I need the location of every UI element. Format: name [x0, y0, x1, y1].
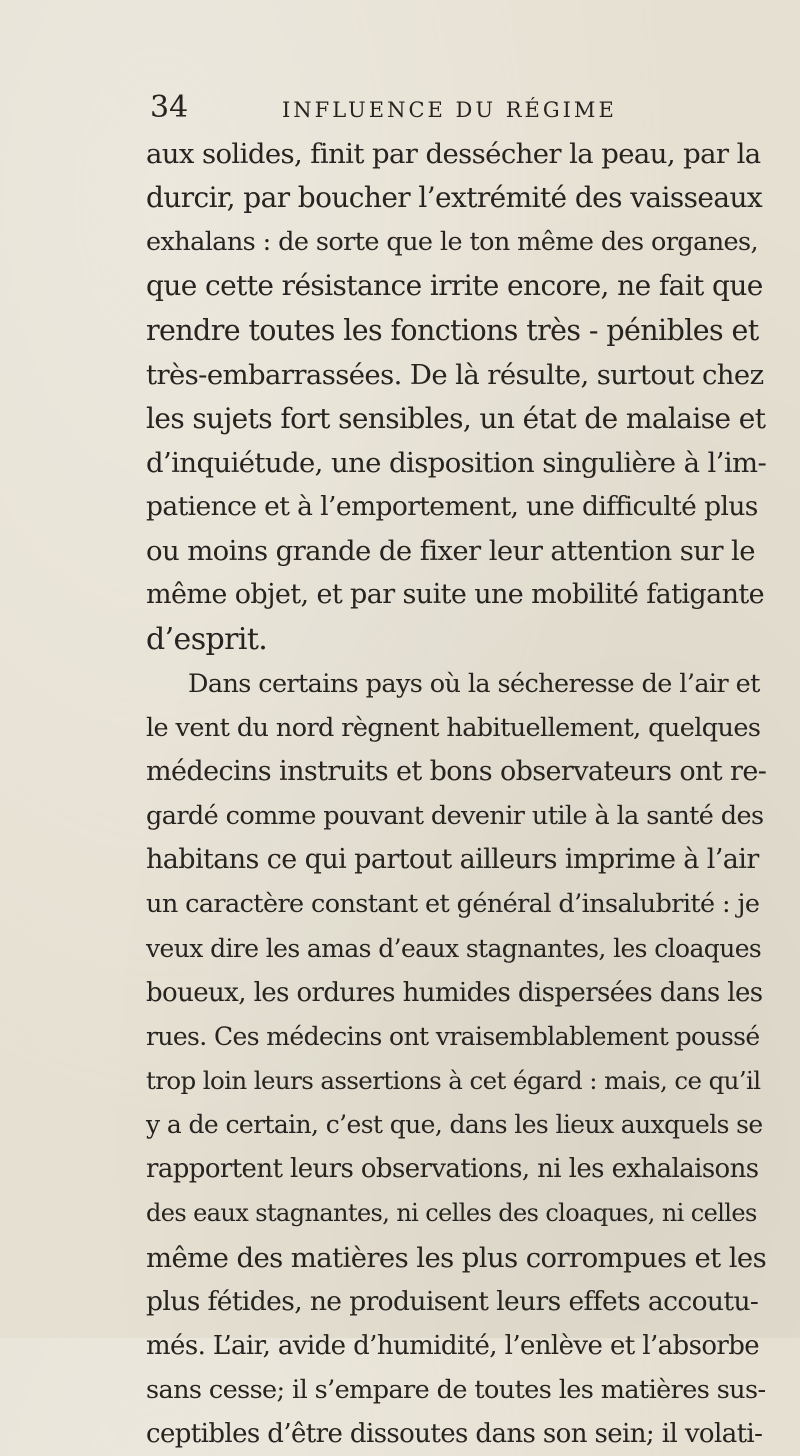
text-line: que cette résistance irrite encore, ne fait que [146, 269, 763, 303]
text-line: trop loin leurs assertions à cet égard : mais, ce qu’il [146, 1065, 761, 1095]
text-line: d’inquiétude, une disposition singulière à l’im- [146, 446, 767, 479]
text-line: les sujets fort sensibles, un état de malaise et [146, 401, 766, 435]
text-line: des eaux stagnantes, ni celles des cloaques, ni celles [146, 1199, 757, 1228]
text-line: le vent du nord règnent habituellement, quelques [146, 712, 761, 743]
text-line: habitans ce qui partout ailleurs imprime à l’air [146, 844, 759, 876]
running-title: INFLUENCE DU RÉGIME [282, 98, 617, 122]
text-line: sans cesse; il s’empare de toutes les matières sus- [146, 1374, 766, 1405]
text-line: médecins instruits et bons observateurs ont re- [146, 755, 767, 787]
text-line: rapportent leurs observations, ni les exhalaisons [146, 1154, 759, 1185]
text-line: rues. Ces médecins ont vraisemblablement poussé [146, 1021, 760, 1051]
text-line: patience et à l’emportement, une difficulté plus [146, 491, 758, 523]
text-line: même objet, et par suite une mobilité fatigante [146, 579, 764, 611]
text-line: un caractère constant et général d’insalubrité : je [146, 889, 760, 920]
text-line: durcir, par boucher l’extrémité des vaisseaux [146, 181, 763, 215]
text-line: més. L’air, avide d’humidité, l’enlève et l’absorbe [146, 1330, 760, 1361]
text-line: rendre toutes les fonctions très - pénibles et [146, 313, 759, 347]
text-line: Dans certains pays où la sécheresse de l’air et [188, 668, 760, 699]
text-line: très-embarrassées. De là résulte, surtout chez [146, 358, 764, 391]
text-line: ceptibles d’être dissoutes dans son sein; il volati- [146, 1419, 763, 1450]
text-line: gardé comme pouvant devenir utile à la santé des [146, 801, 764, 832]
text-line: exhalans : de sorte que le ton même des organes, [146, 227, 759, 258]
text-line: ou moins grande de fixer leur attention sur le [146, 535, 755, 568]
text-line: y a de certain, c’est que, dans les lieux auxquels se [146, 1110, 763, 1140]
text-line: boueux, les ordures humides dispersées dans les [146, 977, 763, 1008]
page-number: 34 [150, 90, 189, 125]
text-line: aux solides, finit par dessécher la peau, par la [146, 138, 761, 170]
body-text [146, 132, 766, 1456]
text-line: même des matières les plus corrompues et les [146, 1241, 767, 1274]
running-head [150, 88, 710, 128]
text-line: d’esprit. [146, 621, 268, 657]
text-line: veux dire les amas d’eaux stagnantes, les cloaques [146, 933, 762, 963]
text-line: plus fétides, ne produisent leurs effets accoutu- [146, 1285, 759, 1317]
